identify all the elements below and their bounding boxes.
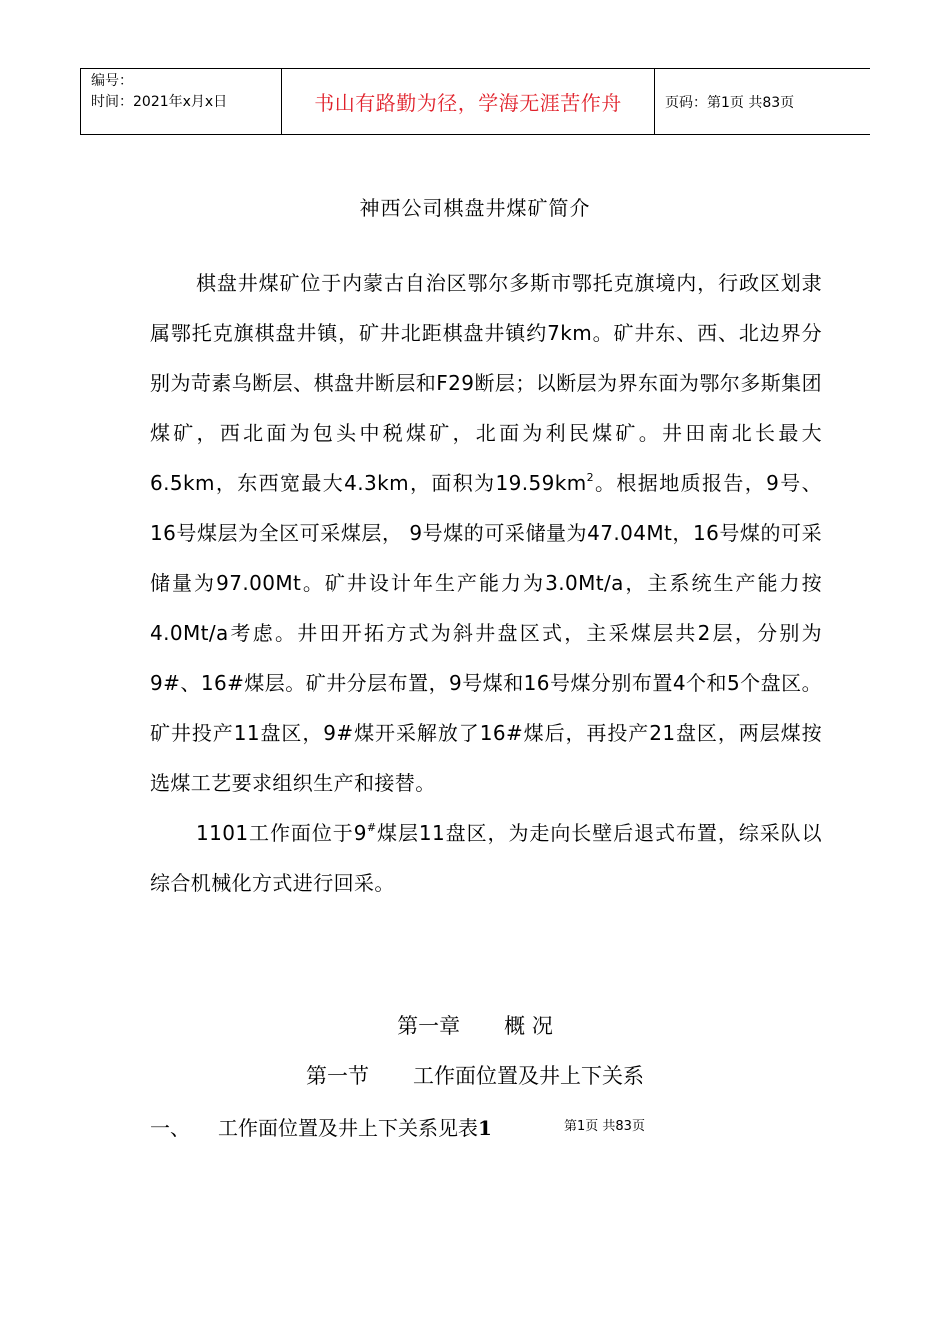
time-label: 时间：2021年x月x日 bbox=[91, 94, 228, 110]
intro-text-tail: 。根据地质报告，9号、16号煤层为全区可采煤层， 9号煤的可采储量为47.04Mt，16号煤的可采储量为97.00Mt。矿井设计年生产能力为3.0Mt/a，主系统生产能力按4.0Mt/a考虑。井田开拓方式为斜井盘区式，主采煤层共2层，分别为9#、16#煤层。矿井分层布置，9号煤和16号煤分别布置4个和5个盘区。矿井投产11盘区，9#煤开采解放了16#煤后，再投产21盘区，两层煤按选煤工艺要求组织生产和接替。 bbox=[150, 471, 822, 795]
header-table bbox=[80, 68, 870, 135]
chapter-name: 概 况 bbox=[504, 1014, 553, 1038]
number-label: 编号： bbox=[91, 73, 133, 89]
motto: 书山有路勤为径，学海无涯苦作舟 bbox=[282, 69, 655, 134]
item-marker: 一、 bbox=[150, 1116, 190, 1140]
section-heading bbox=[0, 1060, 950, 1090]
footer-page-number: 第1页 共83页 bbox=[564, 1119, 645, 1134]
body-text bbox=[150, 258, 822, 908]
superscript-hash: # bbox=[366, 821, 377, 834]
header-left-cell bbox=[81, 69, 282, 134]
page-info: 页码：第1页 共83页 bbox=[665, 94, 795, 111]
workface-text-b: 煤层11盘区，为走向长壁后退式布置，综采队以综合机械化方式进行回采。 bbox=[150, 821, 823, 895]
chapter-number: 第一章 bbox=[397, 1014, 461, 1038]
item-text: 工作面位置及井上下关系见表 bbox=[218, 1116, 478, 1140]
section-number: 第一节 bbox=[306, 1064, 369, 1088]
workface-paragraph bbox=[150, 808, 822, 908]
intro-paragraph bbox=[150, 258, 822, 808]
list-item bbox=[150, 1112, 492, 1141]
workface-text-a: 1101工作面位于9 bbox=[196, 821, 367, 845]
superscript-2: 2 bbox=[586, 471, 595, 484]
chapter-heading bbox=[0, 1010, 950, 1040]
document-title: 神西公司棋盘井煤矿简介 bbox=[359, 196, 591, 220]
section-name: 工作面位置及井上下关系 bbox=[413, 1064, 644, 1088]
item-table-number: 1 bbox=[478, 1116, 492, 1140]
intro-text: 棋盘井煤矿位于内蒙古自治区鄂尔多斯市鄂托克旗境内，行政区划隶属鄂托克旗棋盘井镇，矿井北距棋盘井镇约7km。矿井东、西、北边界分别为苛素乌断层、棋盘井断层和F29断层；以断层为界东面为鄂尔多斯集团煤矿，西北面为包头中税煤矿，北面为利民煤矿。井田南北长最大6.5km，东西宽最大4.3km，面积为19.59km bbox=[150, 271, 822, 495]
